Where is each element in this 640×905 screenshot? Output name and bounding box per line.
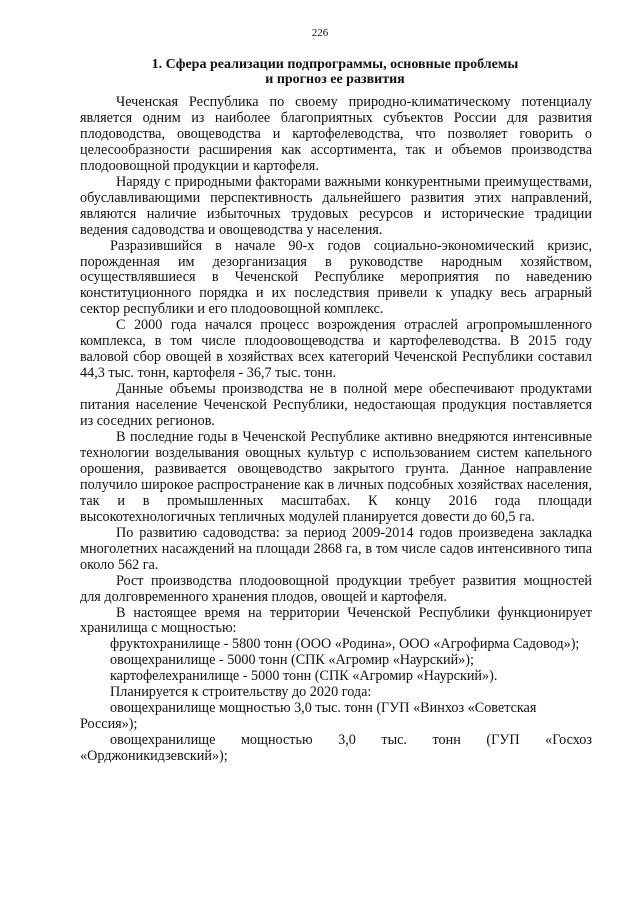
section-title (80, 57, 590, 87)
section-title-line-2: и прогноз ее развития (265, 72, 405, 87)
planned-storage-1: овощехранилище мощностью 3,0 тыс. тонн (ГУП «Винхоз «Советская Россия»); (80, 700, 537, 733)
planned-intro: Планируется к строительству до 2020 года: (110, 684, 372, 701)
paragraph-8: Рост производства плодоовощной продукции требует развития мощностей для долговременного хранения плодов, овощей и картофеля. (80, 572, 592, 605)
paragraph-7: По развитию садоводства: за период 2009-2014 годов произведена закладка многолетних насаждений на площади 2868 га, в том числе садов интенсивного типа около 562 га. (80, 524, 592, 573)
paragraph-6: В последние годы в Чеченской Республике активно внедряются интенсивные технологии возделывания овощных культур с использованием систем капельного орошения, развивается овощеводство закрытого грунта. Данное направление получило широкое распространение как в личных подсобных хозяйствах населения, так и в промышленных масштабах. К концу 2016 года площади высокотехнологичных тепличных модулей планируется довести до 60,5 га. (80, 429, 592, 525)
paragraph-9: В настоящее время на территории Чеченской Республики функционирует хранилища с мощностью: (80, 604, 592, 637)
storage-item-fruit: фруктохранилище - 5800 тонн (ООО «Родина», ООО «Агрофирма Садовод»); (110, 636, 580, 653)
page-number: 226 (311, 27, 329, 39)
paragraph-1: Чеченская Республика по своему природно-климатическому потенциалу является одним из наиболее благоприятных субъектов России для развития плодоводства, овощеводства и картофелеводства, что позволяет говорить о целесообразности расширения как ассортимента, так и объемов производства плодоовощной продукции и картофеля. (80, 94, 592, 174)
paragraph-3: Разразившийся в начале 90-х годов социально-экономический кризис, порожденная им дезорганизация в руководстве народным хозяйством, осуществлявшиеся в Чеченской Республике мероприятия по наведению конституционного порядка и их последствия привели к упадку весь аграрный сектор республики и его плодоовощной комплекс. (80, 237, 592, 318)
paragraph-2: Наряду с природными факторами важными конкурентными преимуществами, обуславливающими перспективность дальнейшего развития этих направлений, являются наличие избыточных трудовых ресурсов и исторические традиции ведения садоводства и овощеводства у населения. (80, 173, 592, 238)
planned-storage-2: овощехранилище мощностью 3,0 тыс. тонн (ГУП «Госхоз «Орджоникидзевский»); (80, 732, 592, 765)
paragraph-4: С 2000 года начался процесс возрождения отраслей агропромышленного комплекса, в том числе плодоовощеводства и картофелеводства. В 2015 году валовой сбор овощей в хозяйствах всех категорий Чеченской Республики составил 44,3 тыс. тонн, картофеля - 36,7 тыс. тонн. (80, 317, 592, 382)
section-title-line-1: 1. Сфера реализации подпрограммы, основные проблемы (151, 57, 519, 72)
paragraph-5: Данные объемы производства не в полной мере обеспечивают продуктами питания население Чеченской Республики, недостающая продукция поставляется из соседних регионов. (80, 381, 592, 430)
storage-item-potato: картофелехранилище - 5000 тонн (СПК «Агромир «Наурский»). (110, 668, 498, 685)
storage-item-vegetable: овощехранилище - 5000 тонн (СПК «Агромир «Наурский»); (110, 652, 474, 669)
document-body (80, 95, 592, 765)
